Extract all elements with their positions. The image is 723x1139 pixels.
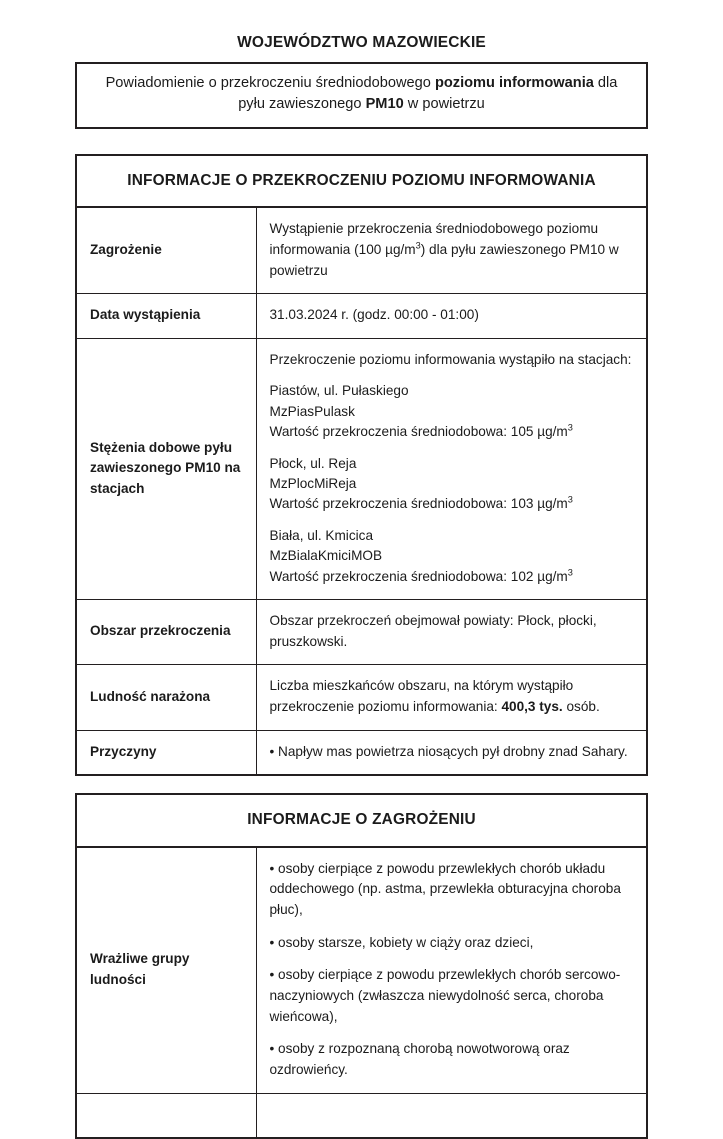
causes-bullet-list: [270, 742, 634, 763]
row-value-date: 31.03.2024 r. (godz. 00:00 - 01:00): [256, 294, 647, 339]
station-value: [270, 567, 634, 587]
row-value-next-partial: [256, 1093, 647, 1138]
spacer-between-tables: [75, 776, 648, 793]
row-label-area: Obszar przekroczenia: [76, 599, 256, 664]
station-value-text: Wartość przekroczenia średniodobowa: 103 µg/m: [269, 496, 568, 512]
population-count: 400,3 tys.: [501, 698, 563, 714]
vulnerable-group-item: • osoby starsze, kobiety w ciąży oraz dzieci,: [269, 934, 534, 950]
hazard-text-after-sup: ) dla pyłu zawieszonego PM10 w powietrzu: [269, 241, 619, 278]
population-text-after: osób.: [562, 698, 600, 714]
station-name: Płock, ul. Reja: [269, 455, 357, 471]
table-row-date: [76, 294, 647, 339]
row-label-hazard: Zagrożenie: [76, 207, 256, 293]
concentrations-intro: Przekroczenie poziomu informowania wystąpiło na stacjach:: [269, 351, 632, 367]
station-value: [270, 494, 634, 514]
hazard-text-before-sup: Wystąpienie przekroczenia średniodobowego poziomu informowania (100 µg/m: [269, 221, 599, 257]
row-value-vulnerable-groups: [256, 847, 647, 1093]
headline-bold-2: PM10: [365, 96, 404, 113]
station-value-superscript: 3: [567, 567, 573, 578]
table-hazard-heading: INFORMACJE O ZAGROŻENIU: [76, 794, 647, 846]
table-row-concentrations: [76, 338, 647, 599]
station-value: [270, 422, 634, 442]
row-label-concentrations: Stężenia dobowe pyłu zawieszonego PM10 na stacjach: [76, 338, 256, 599]
headline-part-2: dla pyłu zawieszonego: [238, 74, 618, 113]
table-exceedance-info: [75, 154, 648, 776]
station-value-superscript: 3: [567, 422, 573, 433]
table-exceedance-heading: INFORMACJE O PRZEKROCZENIU POZIOMU INFORMOWANIA: [76, 155, 647, 207]
station-value-text: Wartość przekroczenia średniodobowa: 105 µg/m: [269, 424, 568, 440]
region-title: WOJEWÓDZTWO MAZOWIECKIE: [237, 34, 486, 51]
station-value-superscript: 3: [567, 494, 573, 505]
row-value-causes: [256, 730, 647, 775]
headline-part-3: w powietrzu: [403, 96, 485, 113]
row-value-hazard: [256, 207, 647, 293]
vulnerable-group-item: • osoby cierpiące z powodu przewlekłych chorób sercowo-naczyniowych (zwłaszcza niewydolność serca, choroba wieńcowa),: [269, 967, 621, 1024]
table-row-area: [76, 599, 647, 664]
table-hazard-heading-row: [76, 794, 647, 846]
table-row-population: [76, 665, 647, 730]
station-name: Biała, ul. Kmicica: [269, 527, 373, 543]
headline-part-1: Powiadomienie o przekroczeniu średniodobowego: [105, 74, 435, 91]
station-entry: [270, 526, 634, 587]
row-value-area: Obszar przekroczeń obejmował powiaty: Płock, płocki, pruszkowski.: [256, 599, 647, 664]
headline-box: [75, 62, 648, 129]
row-label-vulnerable-groups: Wrażliwe grupy ludności: [76, 847, 256, 1093]
row-label-next-partial: [76, 1093, 256, 1138]
spacer-above-first-table: [75, 129, 648, 154]
population-text-before: Liczba mieszkańców obszaru, na którym wystąpiło przekroczenie poziomu informowania:: [269, 678, 574, 714]
table-row-hazard: [76, 207, 647, 293]
table-row-next-partial: [76, 1093, 647, 1138]
table-row-vulnerable-groups: [76, 847, 647, 1093]
station-entry: [270, 454, 634, 515]
row-label-causes: Przyczyny: [76, 730, 256, 775]
causes-bullet-item: • Napływ mas powietrza niosących pył drobny znad Sahary.: [269, 743, 628, 759]
row-value-concentrations: [256, 338, 647, 599]
vulnerable-group-item: • osoby z rozpoznaną chorobą nowotworową oraz ozdrowieńcy.: [269, 1041, 570, 1077]
row-label-date: Data wystąpienia: [76, 294, 256, 339]
vulnerable-groups-bullet-list: [270, 859, 634, 1081]
station-code: MzPlocMiReja: [269, 476, 357, 492]
table-hazard-info: [75, 793, 648, 1139]
table-exceedance-heading-row: [76, 155, 647, 207]
station-code: MzPiasPulask: [269, 403, 355, 419]
headline-bold-1: poziomu informowania: [434, 74, 594, 91]
station-name: Piastów, ul. Pułaskiego: [269, 383, 409, 399]
row-value-population: [256, 665, 647, 730]
station-value-text: Wartość przekroczenia średniodobowa: 102 µg/m: [269, 568, 568, 584]
table-row-causes: [76, 730, 647, 775]
station-code: MzBialaKmiciMOB: [269, 548, 383, 564]
row-label-population: Ludność narażona: [76, 665, 256, 730]
vulnerable-group-item: • osoby cierpiące z powodu przewlekłych chorób układu oddechowego (np. astma, przewlekła obturacyjna choroba płuc),: [269, 860, 621, 917]
station-entry: [270, 381, 634, 442]
hazard-superscript: 3: [415, 240, 421, 251]
